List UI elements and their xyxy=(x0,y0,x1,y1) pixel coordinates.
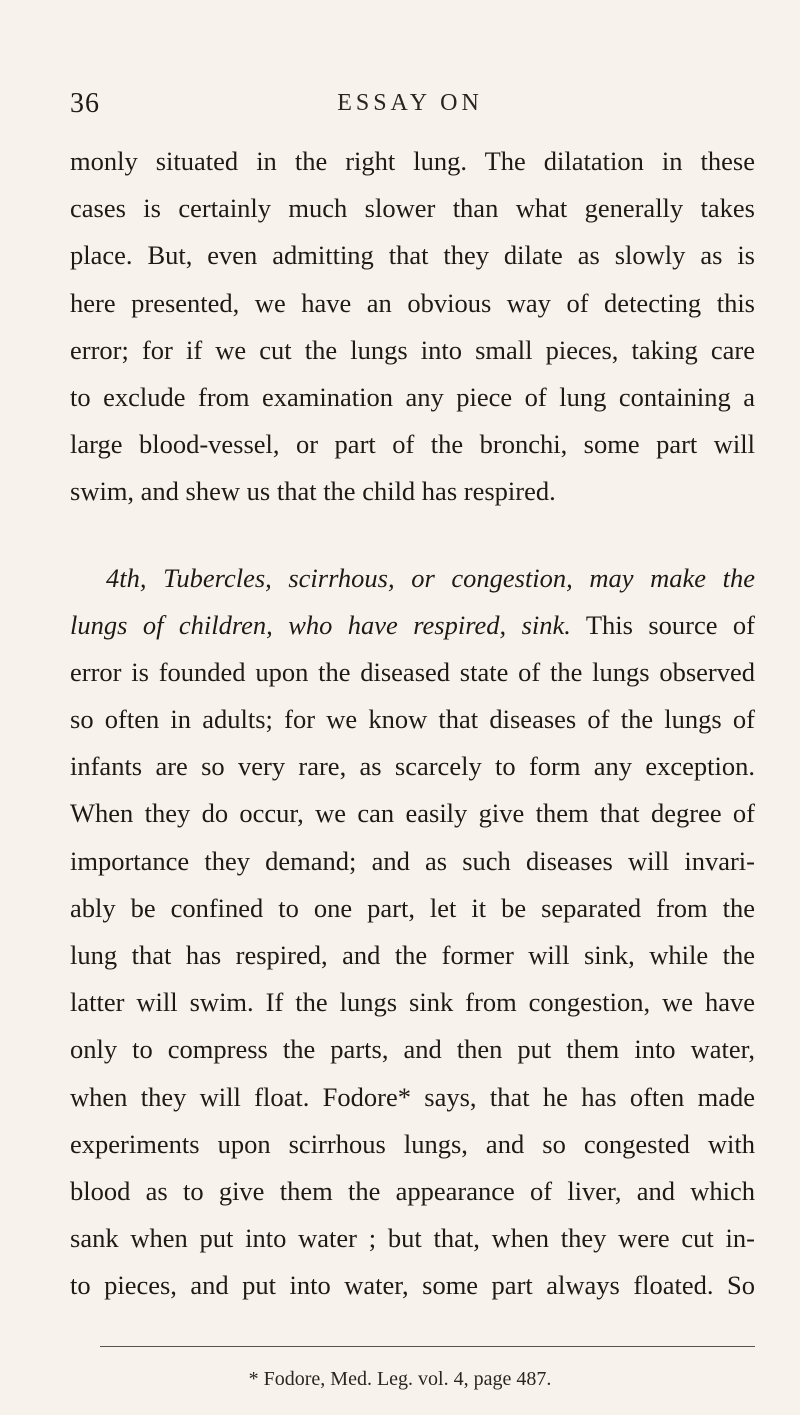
text-line: cases is certainly much slower than what generally takes xyxy=(70,193,755,224)
text-line: swim, and shew us that the child has respired. xyxy=(70,476,556,507)
section-heading-line: 4th, Tubercles, scirrhous, or congestion, may make the xyxy=(106,562,755,593)
footnote-rule xyxy=(100,1346,755,1347)
text-line: so often in adults; for we know that diseases of the lungs of xyxy=(70,704,755,735)
paragraph-gap xyxy=(70,516,755,555)
text-line: when they will float. Fodore* says, that he has often made xyxy=(70,1081,755,1112)
text-line: to pieces, and put into water, some part always floated. So xyxy=(70,1270,755,1301)
footnote: * Fodore, Med. Leg. vol. 4, page 487. xyxy=(248,1368,552,1390)
text-line: monly situated in the right lung. The dilatation in these xyxy=(70,146,755,176)
text-line: error; for if we cut the lungs into small pieces, taking care xyxy=(70,334,755,365)
text-line: lung that has respired, and the former will sink, while the xyxy=(70,940,755,970)
section-heading-rest: This source of xyxy=(570,609,755,640)
text-line: place. But, even admitting that they dilate as slowly as is xyxy=(70,240,755,271)
text-line: When they do occur, we can easily give them that degree of xyxy=(70,798,755,829)
text-line: large blood-vessel, or part of the bronchi, some part will xyxy=(70,429,755,460)
text-line: only to compress the parts, and then put them into water, xyxy=(70,1034,755,1065)
section-heading-italic: lungs of children, who have respired, sink. xyxy=(70,609,571,640)
section-heading-line xyxy=(70,602,755,649)
page-header xyxy=(70,88,750,128)
text-line: here presented, we have an obvious way of detecting this xyxy=(70,287,755,318)
text-line: infants are so very rare, as scarcely to form any exception. xyxy=(70,751,755,782)
text-line: ably be confined to one part, let it be separated from the xyxy=(70,892,755,923)
text-line: experiments upon scirrhous lungs, and so congested with xyxy=(70,1128,755,1159)
text-line: latter will swim. If the lungs sink from congestion, we have xyxy=(70,987,755,1018)
text-line: blood as to give them the appearance of liver, and which xyxy=(70,1175,755,1206)
body-text xyxy=(70,138,755,1310)
text-line: importance they demand; and as such diseases will invari- xyxy=(70,845,755,876)
text-line: to exclude from examination any piece of lung containing a xyxy=(70,381,755,412)
text-line: error is founded upon the diseased state of the lungs observed xyxy=(70,656,755,687)
page-number: 36 xyxy=(70,88,100,119)
text-line: sank when put into water ; but that, when they were cut in- xyxy=(70,1223,755,1254)
running-head: ESSAY ON xyxy=(337,90,483,116)
